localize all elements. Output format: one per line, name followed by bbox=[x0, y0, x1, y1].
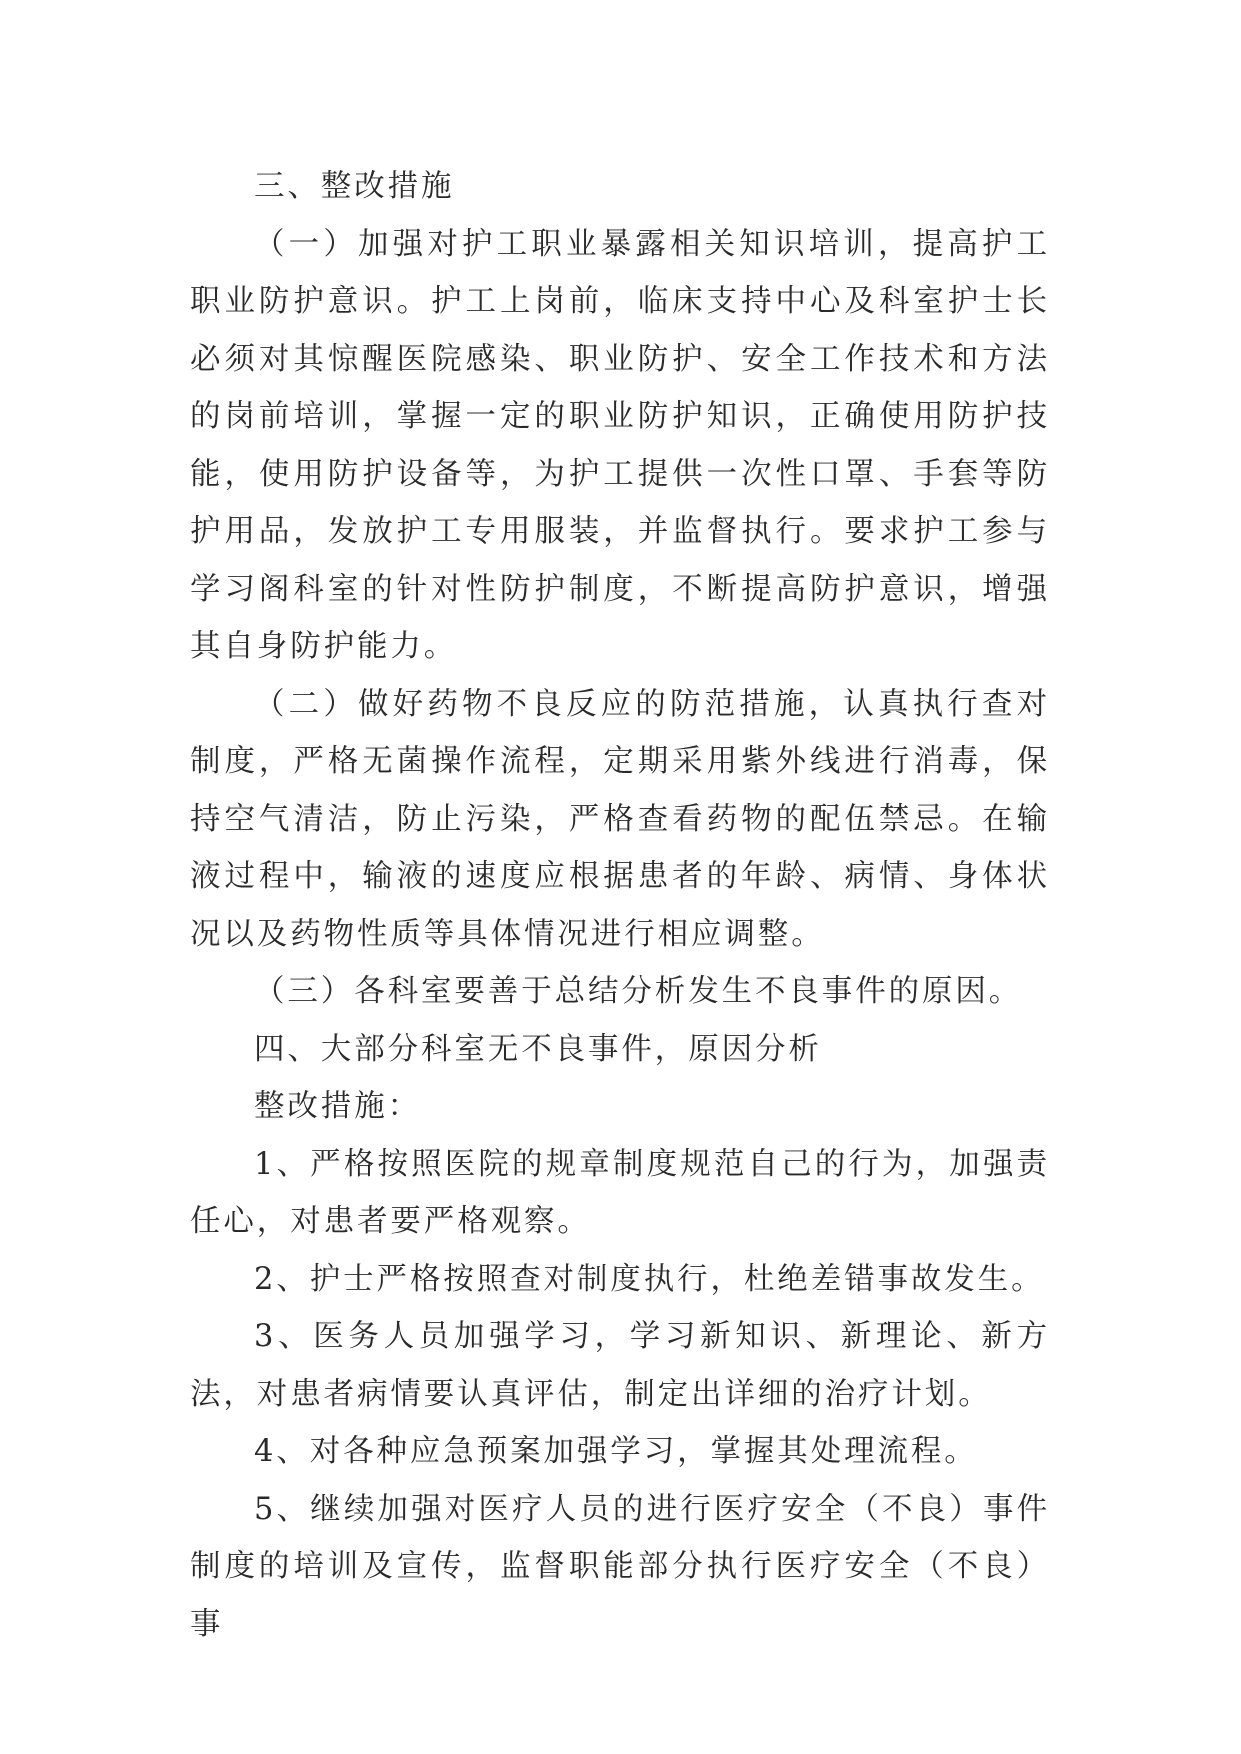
list-item-1: 1、严格按照医院的规章制度规范自己的行为，加强责任心，对患者要严格观察。 bbox=[190, 1146, 1050, 1239]
subheading-measures: 整改措施： bbox=[254, 1089, 421, 1124]
section-heading-no-adverse-events: 四、大部分科室无不良事件，原因分析 bbox=[254, 1031, 822, 1067]
paragraph-drug-reaction: （二）做好药物不良反应的防范措施，认真执行查对制度，严格无菌操作流程，定期采用紫外线进行消毒，保持空气清洁，防止污染，严格查看药物的配伍禁忌。在输液过程中，输液的速度应根据患者的年龄、病情、身体状况以及药物性质等具体情况进行相应调整。 bbox=[190, 686, 1050, 952]
paragraph-nursing-training: （一）加强对护工职业暴露相关知识培训，提高护工职业防护意识。护工上岗前，临床支持中心及科室护士长必须对其惊醒医院感染、职业防护、安全工作技术和方法的岗前培训，掌握一定的职业防护知识，正确使用防护技能，使用防护设备等，为护工提供一次性口罩、手套等防护用品，发放护工专用服装，并监督执行。要求护工参与学习阁科室的针对性防护制度，不断提高防护意识，增强其自身防护能力。 bbox=[190, 226, 1050, 664]
document-body bbox=[190, 158, 1050, 1653]
list-item-3: 3、医务人员加强学习，学习新知识、新理论、新方法，对患者病情要认真评估，制定出详细的治疗计划。 bbox=[190, 1319, 1050, 1412]
list-item-4: 4、对各种应急预案加强学习，掌握其处理流程。 bbox=[254, 1434, 978, 1469]
paragraph-summary-analysis: （三）各科室要善于总结分析发生不良事件的原因。 bbox=[254, 974, 1023, 1009]
list-item-2: 2、护士严格按照查对制度执行，杜绝差错事故发生。 bbox=[254, 1261, 1045, 1297]
list-item-5: 5、继续加强对医疗人员的进行医疗安全（不良）事件制度的培训及宣传，监督职能部分执行医疗安全（不良）事 bbox=[190, 1491, 1050, 1642]
section-heading-rectification: 三、整改措施 bbox=[254, 169, 455, 204]
